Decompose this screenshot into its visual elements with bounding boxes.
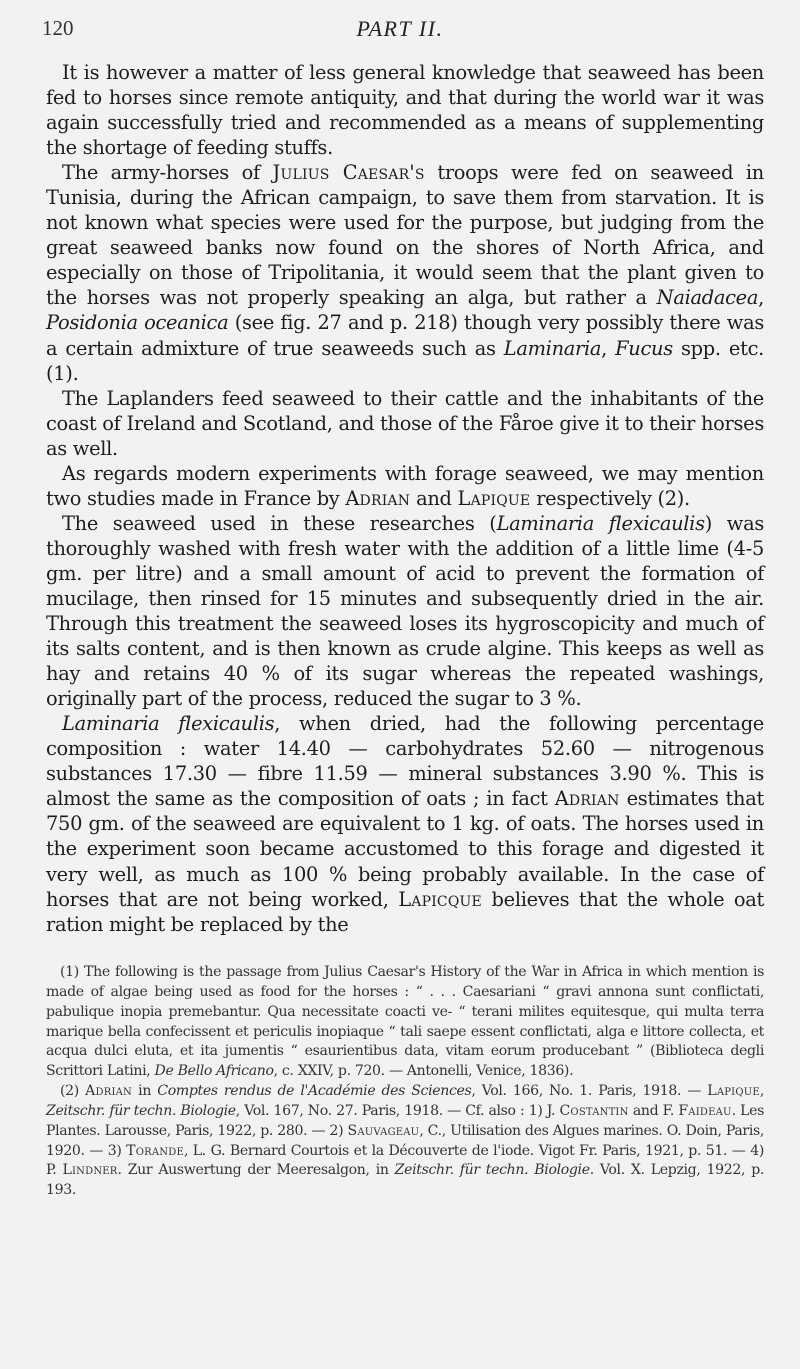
author-name: Julius Caesar's	[272, 161, 425, 185]
author-name: Adrian	[345, 486, 411, 510]
text: respectively (2).	[530, 486, 690, 510]
text: (see fig. 27 and p. 218) though very possibly there was a certain admixture of true seaweeds such as	[46, 311, 764, 360]
author-name: Adrian	[554, 787, 620, 811]
text: The seaweed used in these researches (	[62, 511, 497, 535]
journal-title: Zeitschr. für techn. Biologie	[46, 1102, 236, 1119]
taxon-name: Naiadacea	[656, 286, 759, 310]
main-text	[46, 60, 764, 937]
text: . Zur Auswertung der Meeresalgon, in	[117, 1162, 395, 1179]
paragraph-2	[46, 160, 764, 385]
running-title: PART II.	[356, 16, 444, 41]
paragraph-5	[46, 511, 764, 711]
text: , when dried, had the following percentage composition : water 14.40 — carbohydrates 52.60 — nitrogenous substances 17.30 — fibre 11.59 — mineral substances 3.90 %. This is almost the same as the composition of oats ; in fact	[46, 712, 764, 811]
text: ,	[759, 1083, 764, 1100]
taxon-name: Laminaria flexicaulis	[62, 712, 275, 736]
text: , Vol. 166, No. 1. Paris, 1918. —	[471, 1083, 708, 1100]
page-number: 120	[42, 16, 74, 40]
text: (1) The following is the passage from Julius Caesar's History of the War in Africa in which mention is made of algae being used as food for the horses : “ . . . Caesariani “ gravi annona sunt conflictati, pabulique inopia premebantur. Qua necessitate coacti ve- “ terani milites equitesque, qui multa terra marique bella confecissent et periculis inopiaque “ tali saepe essent conflictati, alga e littore collecta, et acqua dulci eluta, et ita jumentis “ esaurientibus data, vitam eorum producebant ” (Biblioteca degli Scrittori Latini,	[46, 964, 764, 1080]
taxon-name: Fucus	[615, 336, 673, 360]
running-head	[0, 16, 800, 48]
text: (2)	[60, 1083, 86, 1100]
text: The army-horses of	[62, 161, 273, 185]
paragraph-4	[46, 461, 764, 511]
text: troops were fed on seaweed in Tunisia, during the African campaign, to save them from starvation. It is not known what species were used for the purpose, but judging from the great seaweed banks now found on the shores of North Africa, and especially on those of Tripolitania, it would seem that the plant given to the horses was not properly speaking an alga, but rather a	[46, 161, 764, 310]
author-name: Lapique	[707, 1083, 760, 1100]
paragraph-1: It is however a matter of less general knowledge that seaweed has been fed to horses since remote antiquity, and that during the world war it was again successfully tried and recommended as a means of supplementing the shortage of feeding stuffs.	[46, 61, 764, 160]
text: ,	[601, 336, 616, 360]
text: and	[410, 486, 458, 510]
journal-title: Comptes rendus de l'Académie des Sciences	[157, 1083, 472, 1100]
taxon-name: Posidonia oceanica	[46, 311, 229, 335]
text: . Vol. X. Lepzig, 1922, p. 193.	[46, 1162, 764, 1199]
taxon-name: Laminaria	[503, 336, 602, 360]
footnote-2	[46, 1082, 764, 1201]
work-title: De Bello Africano	[154, 1063, 274, 1080]
paragraph-3: The Laplanders feed seaweed to their cattle and the inhabitants of the coast of Ireland and Scotland, and those of the Fåroe give it to their horses as well.	[46, 386, 764, 460]
author-name: Faideau	[678, 1102, 732, 1119]
text: , c. XXIV, p. 720. — Antonelli, Venice, 1836).	[273, 1063, 574, 1080]
paragraph-6	[46, 711, 764, 936]
footnotes	[46, 963, 764, 1201]
journal-title: Zeitschr. für techn. Biologie	[394, 1162, 590, 1179]
text: As regards modern experiments with forage seaweed, we may mention two studies made in France by	[46, 461, 764, 510]
author-name: Sauvageau	[347, 1122, 420, 1139]
author-name: Lindner	[62, 1162, 118, 1179]
author-name: Adrian	[85, 1083, 132, 1100]
text: , L. G. Bernard Courtois et la Découverte de l'iode. Vigot Fr. Paris, 1921, p. 51. — 4) P.	[46, 1142, 764, 1179]
author-name: Costantin	[559, 1102, 629, 1119]
author-name: Torande	[126, 1142, 184, 1159]
text: , C., Utilisation des Algues marines. O. Doin, Paris, 1920. — 3)	[46, 1122, 764, 1159]
text: believes that the whole oat ration might be replaced by the	[46, 887, 764, 936]
footnote-1	[46, 963, 764, 1082]
text: , Vol. 167, No. 27. Paris, 1918. — Cf. also : 1) J.	[235, 1102, 560, 1119]
text: . Les Plantes. Larousse, Paris, 1922, p. 280. — 2)	[46, 1102, 764, 1139]
text: ,	[758, 286, 764, 310]
text: spp. etc. (1).	[46, 336, 764, 385]
author-name: Lapique	[457, 486, 531, 510]
author-name: Lapicque	[398, 887, 482, 911]
text: ) was thoroughly washed with fresh water with the addition of a little lime (4-5 gm. per litre) and a small amount of acid to prevent the formation of mucilage, then rinsed for 15 minutes and subsequently dried in the air. Through this treatment the seaweed loses its hygroscopicity and much of its salts content, and is then known as crude algine. This keeps as well as hay and retains 40 % of its sugar whereas the repeated washings, originally part of the process, reduced the sugar to 3 %.	[46, 511, 764, 711]
text: estimates that 750 gm. of the seaweed are equivalent to 1 kg. of oats. The horses used in the experiment soon became accustomed to this forage and digested it very well, as much as 100 % being probably available. In the case of horses that are not being worked,	[46, 787, 764, 911]
text: and F.	[628, 1102, 679, 1119]
taxon-name: Laminaria flexicaulis	[496, 511, 705, 535]
text: in	[131, 1083, 158, 1100]
